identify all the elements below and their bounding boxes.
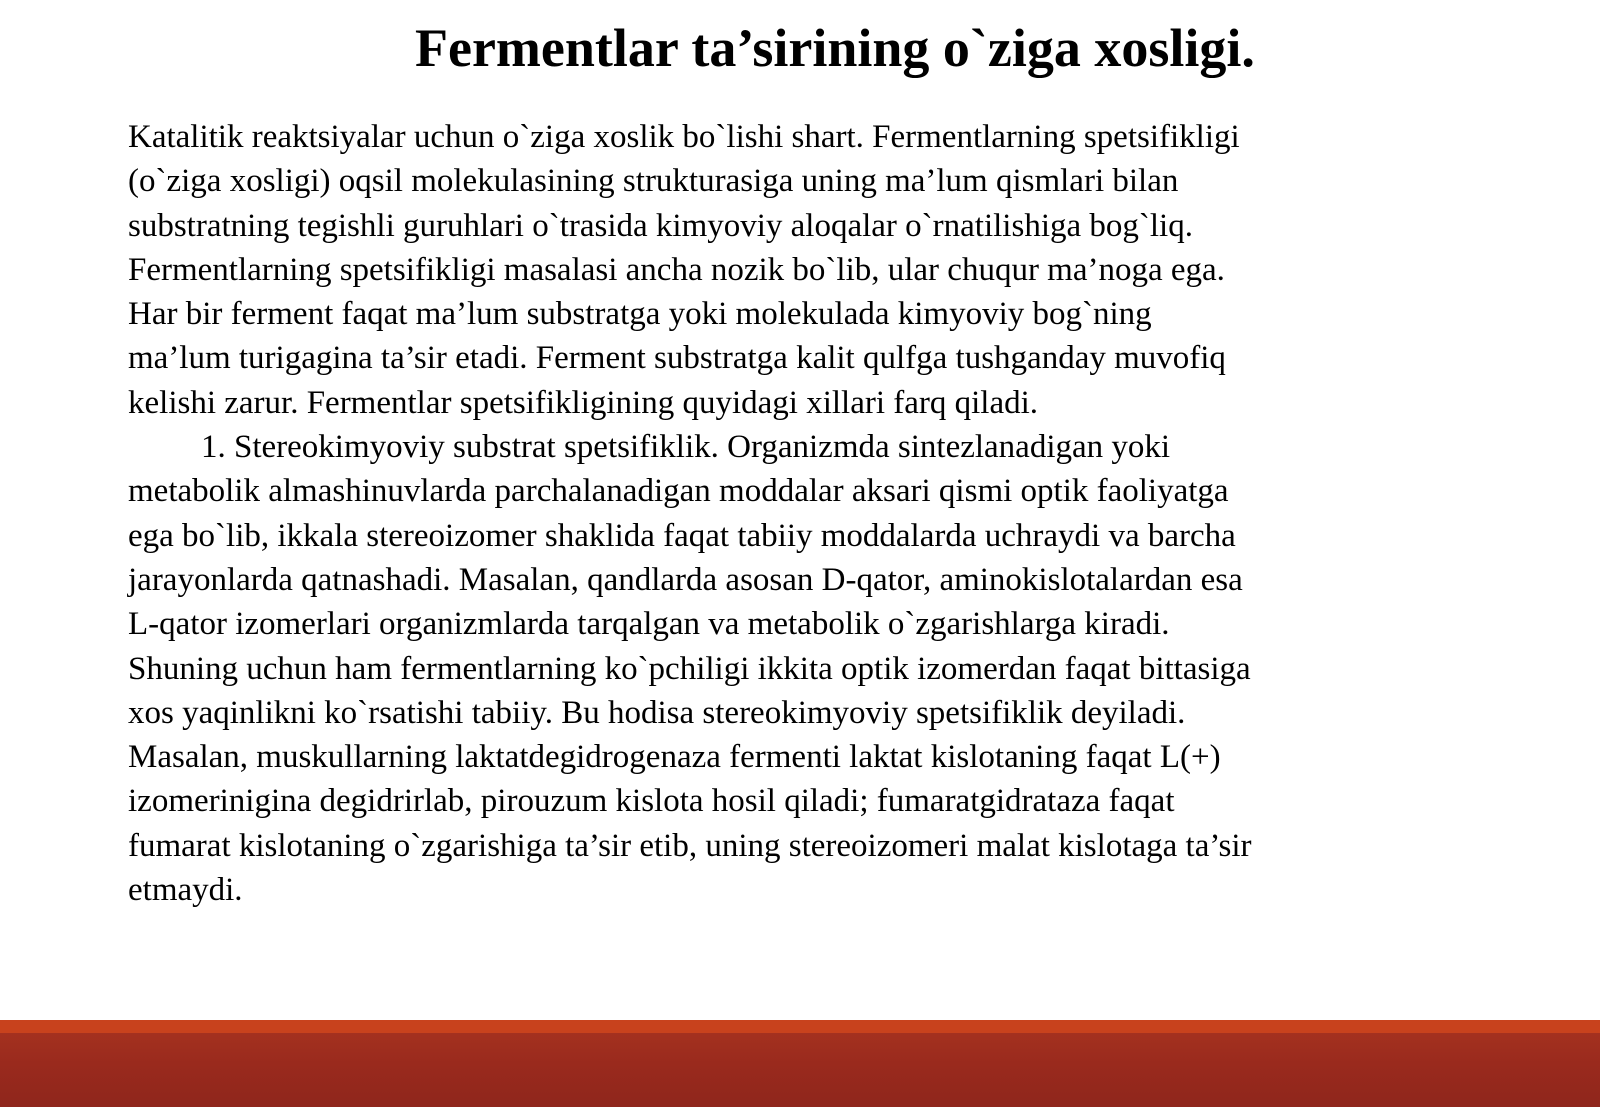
body-line: etmaydi.: [128, 872, 243, 909]
body-line: metabolik almashinuvlarda parchalanadigan moddalar aksari qismi optik faoliyatga: [128, 473, 1229, 510]
body-line: (o`ziga xosligi) oqsil molekulasining strukturasiga uning ma’lum qismlari bilan: [128, 163, 1179, 200]
body-line: Fermentlarning spetsifikligi masalasi ancha nozik bo`lib, ular chuqur ma’noga ega.: [128, 251, 1225, 288]
body-line: ega bo`lib, ikkala stereoizomer shaklida faqat tabiiy moddalarda uchraydi va barcha: [128, 517, 1236, 554]
slide-title: Fermentlar ta’sirining o`ziga xosligi.: [415, 18, 1255, 78]
body-line: xos yaqinlikni ko`rsatishi tabiiy. Bu hodisa stereokimyoviy spetsifiklik deyiladi.: [128, 694, 1186, 731]
body-line: Katalitik reaktsiyalar uchun o`ziga xoslik bo`lishi shart. Fermentlarning spetsifikligi: [128, 119, 1240, 155]
body-line: kelishi zarur. Fermentlar spetsifikligining quyidagi xillari farq qiladi.: [128, 384, 1039, 421]
body-line: fumarat kislotaning o`zgarishiga ta’sir etib, uning stereoizomeri malat kislotaga ta’sir: [128, 827, 1252, 864]
body-line: izomerinigina degidrirlab, pirouzum kislota hosil qiladi; fumaratgidrataza faqat: [128, 783, 1175, 820]
body-line: substratning tegishli guruhlari o`trasida kimyoviy aloqalar o`rnatilishiga bog`liq.: [128, 207, 1193, 244]
body-line: Masalan, muskullarning laktatdegidrogenaza fermenti laktat kislotaning faqat L(+): [128, 739, 1221, 776]
footer-band: [0, 1020, 1600, 1107]
body-line: Har bir ferment faqat ma’lum substratga yoki molekulada kimyoviy bog`ning: [128, 296, 1152, 333]
list-item-heading: 1. Stereokimyoviy substrat spetsifiklik. Organizmda sintezlanadigan yoki: [201, 429, 1171, 466]
body-line: L-qator izomerlari organizmlarda tarqalgan va metabolik o`zgarishlarga kiradi.: [128, 606, 1170, 643]
body-line: jarayonlarda qatnashadi. Masalan, qandlarda asosan D-qator, aminokislotalardan esa: [128, 561, 1243, 598]
body-line: Shuning uchun ham fermentlarning ko`pchiligi ikkita optik izomerdan faqat bittasiga: [128, 650, 1251, 687]
footer-accent-stripe: [0, 1020, 1600, 1033]
body-line: ma’lum turigagina ta’sir etadi. Ferment substratga kalit qulfga tushganday muvofiq: [128, 340, 1226, 377]
slide-body: [128, 115, 1408, 912]
